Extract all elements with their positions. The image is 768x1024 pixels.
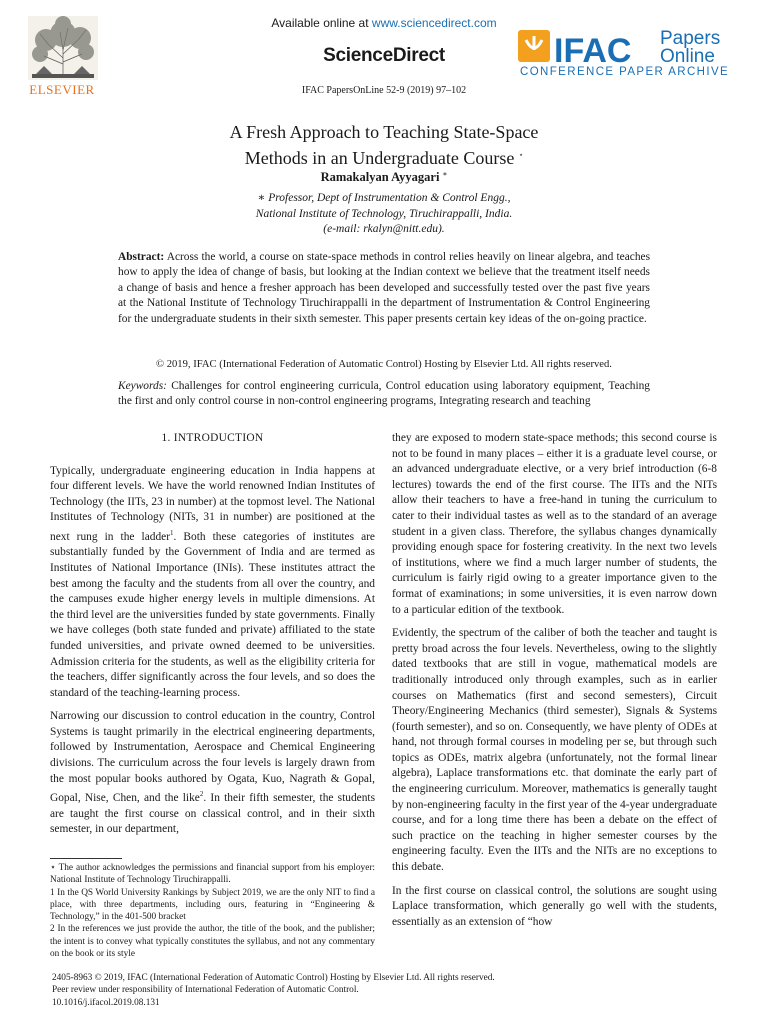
abstract [118,250,650,327]
right-paragraph-3: In the first course on classical control, the solutions are sought using Laplace transformation, which generally go well with the students, essentially as an extension of “how [392,884,717,928]
affiliation-line-2: National Institute of Technology, Tiruchirappalli, India. [255,207,513,220]
intro-paragraph-2 [50,709,375,838]
keywords-label: Keywords: [118,380,167,392]
title-footnote-mark: ⋆ [518,151,524,159]
intro-paragraph-1-text-b: . Both these categories of institutes are substantially funded by the Government of India and are termed as Institutes of National Importance (INIs). These institutes attract the best among the faculty and the students from all over the country, and the campuses exude higher energy levels in multiple dimensions. At the third level are the universities funded by state governments. Finally we have colleges (both state funded and private) affiliated to the state funded universities, and private owned deemed to be universities. Admission criteria for the students, as well as the eligibility criteria for the teachers, differ significantly across the four levels, and so does the standard of the teaching-learning process. [50,530,375,699]
paper-title [0,121,768,170]
title-line-1: A Fresh Approach to Teaching State-Space [229,122,539,142]
footer-peer-review: Peer review under responsibility of International Federation of Automatic Control. [52,985,359,996]
ifac-brand-text: IFAC [554,32,632,70]
right-paragraph-2: Evidently, the spectrum of the caliber of both the teacher and taught is pretty broad across the four levels. Nevertheless, owing to the slightly dated textbooks that are still in vogue, mathematical models are traditionally introduced only through examples, such as in earlier courses on Mathematics (first and second semesters), Circuit Theory/Engineering Mechanics (third semester), Signals & Systems (fourth semester), and so on. Consequently, we have plenty of ODEs at hand, not through formal courses in modeling per se, but through such topics as ODEs, matrix algebra (unfortunately, not the formal linear algebra), Laplace transformations etc. that dominate the early part of the engineering curriculum. Moreover, mathematics is generally taught by non-engineering faculty in the first year of the 4-year undergraduate course, and for a long time there has been a debate on the effect of such practice on the teaching in higher semester courses by the engineering faculty. Even the IITs and the NITs are no exceptions to this debate. [392,627,717,874]
copyright-notice: © 2019, IFAC (International Federation of Automatic Control) Hosting by Elsevier Ltd. All rights reserved. [156,359,612,370]
ifac-papers-text: Papers [660,28,721,49]
affiliation [0,191,768,238]
affiliation-line-1: ∗ Professor, Dept of Instrumentation & Control Engg., [257,192,511,204]
available-online-prefix: Available online at [271,16,372,30]
abstract-label: Abstract: [118,251,165,263]
footnote-star: ⋆ The author acknowledges the permissions and financial support from his employer: National Institute of Technology Tiruchirappalli. [50,863,375,886]
elsevier-wordmark: ELSEVIER [29,82,95,97]
right-column [392,431,717,930]
keywords-text: Challenges for control engineering curricula, Control education using laboratory equipment, Teaching the first and only control course in non-control engineering programs, Integrating research and teaching [118,380,650,408]
left-column [50,431,375,838]
intro-paragraph-2-text-b: . In their fifth semester, the students are taught the first course on classical control, and in their sixth semester, in our department, [50,792,376,836]
journal-reference: IFAC PapersOnLine 52-9 (2019) 97–102 [301,85,467,96]
footer-issn-line: 2405-8963 © 2019, IFAC (International Federation of Automatic Control) Hosting by Elsevier Ltd. All rights reserved. [52,973,495,983]
sciencedirect-link[interactable]: www.sciencedirect.com [371,16,497,30]
sciencedirect-wordmark: ScienceDirect [323,45,445,66]
author-line [0,169,768,185]
intro-paragraph-1 [50,464,375,702]
footnote-divider [50,858,122,859]
footnote-ref-2: 2 [199,790,204,799]
title-line-2: Methods in an Undergraduate Course [244,148,515,168]
footnotes [50,862,375,960]
right-paragraph-1: they are exposed to modern state-space methods; this second course is not to be found in many places – either it is a graduate level course, or an advanced undergraduate elective, or a very brief introduction (6-8 lectures) towards the end of the first course. The IITs and the NITs allow their teachers to have a free-hand in tuning the curriculum to cater to their individual tastes as well as to the standard of an average student in a given class. Therefore, the syllabus changes dynamically providing enough space for fostering creativity. In the next two levels of institutions, where we find a much larger number of students, the curriculum is fairly rigid owing to a greater importance given to the format of examinations; in some universities, it is even narrow down to a particular edition of the textbook. [392,432,717,616]
ifac-online-text: Online [660,46,715,67]
footer-doi[interactable]: 10.1016/j.ifacol.2019.08.131 [52,997,160,1008]
keywords [118,379,650,410]
page-footer [52,972,702,1009]
intro-paragraph-1-text-a: Typically, undergraduate engineering education in India happens at four different levels. We have the world renowned Indian Institutes of Technology (the IITs, 23 in number) at the topmost level. The National Institutes of Technology (NITs, 31 in number) are positioned at the next rung in the ladder [50,464,375,543]
section-heading: 1. INTRODUCTION [161,432,264,444]
footnote-ref-1: 1 [170,528,174,537]
footnote-1: 1 In the QS World University Rankings by Subject 2019, we are the only NIT to find a place, with three departments, including ours, featuring in “Engineering & Technology,” in the 401-500 bracket [50,887,375,923]
abstract-text: Across the world, a course on state-space methods in control relies heavily on linear algebra, and teaches how to apply the idea of change of basis, but looking at the Indian context we believe that the treatment itself needs a change of basis and hence a fresher approach has been developed and successfully tested over the past five years at the National Institute of Technology Tiruchirappalli in the department of Instrumentation & Control Engineering for the undergraduate students in their sixth semester. This paper presents certain key ideas of the on-going practice. [118,251,650,325]
author-mark: ∗ [442,170,448,178]
title-line-2-wrap [0,144,768,170]
footnote-2: 2 In the references we just provide the author, the title of the book, and the publisher; the intent is to convey what typically constitutes the syllabus, and not any commentary on the book or its style [50,924,375,960]
intro-paragraph-2-text-a: Narrowing our discussion to control education in the country, Control Systems is taught primarily in the electrical engineering departments, followed by Instrumentation, Aerospace and Chemical Engineering divisions. The curriculum across the four levels is largely drawn from the most popular books authored by Ogata, Kuo, Nagrath & Gopal, Gopal, Nise, Chen, and the like [50,710,375,805]
author-name: Ramakalyan Ayyagari [320,170,440,185]
ifac-archive-tagline: CONFERENCE PAPER ARCHIVE [520,66,730,78]
affiliation-email: (e-mail: rkalyn@nitt.edu). [323,223,445,235]
